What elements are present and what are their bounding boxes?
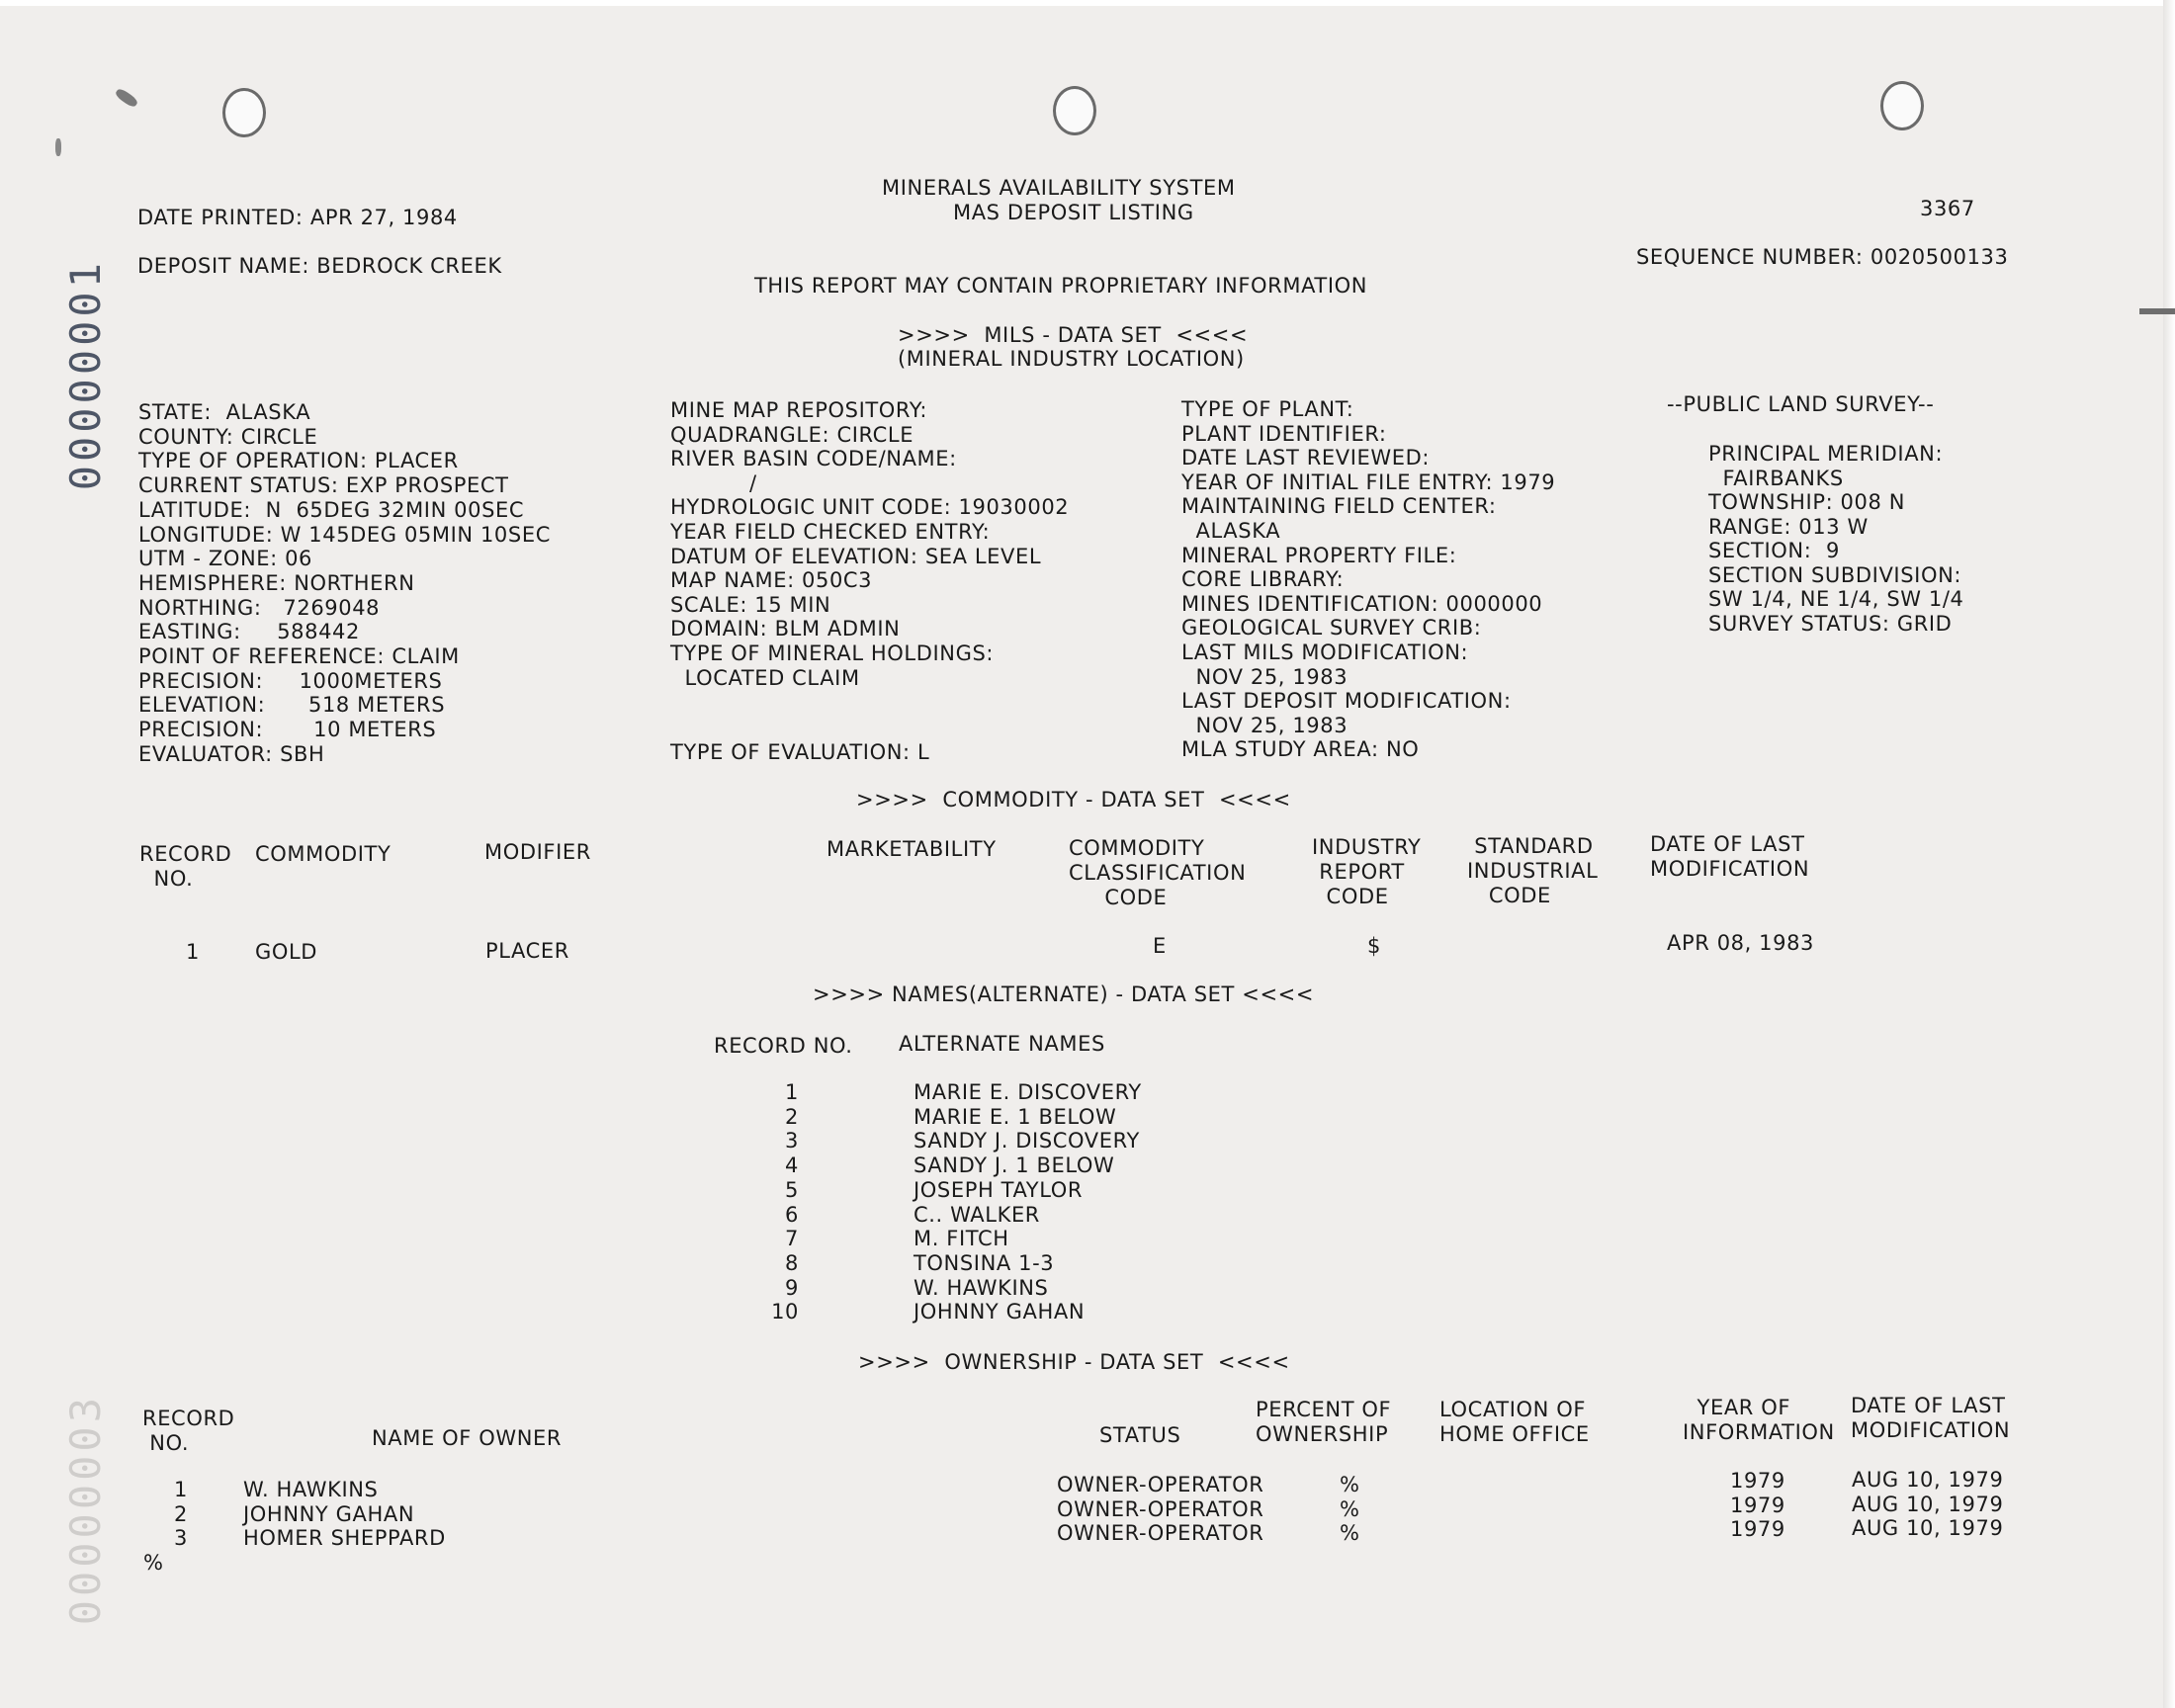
commodity-name: GOLD [255,940,318,964]
location-field: LATITUDE: N 65DEG 32MIN 00SEC [138,497,525,522]
land-survey-field: FAIRBANKS [1708,466,1844,490]
plant-field: PLANT IDENTIFIER: [1181,421,1387,446]
location-field: PRECISION: 1000METERS [138,668,443,693]
margin-stamp: 00000001 [61,259,110,491]
ownership-header-percent: PERCENT OF OWNERSHIP [1256,1398,1392,1446]
land-survey-field: PRINCIPAL MERIDIAN: [1708,442,1944,466]
map-field: DOMAIN: BLM ADMIN [670,617,901,641]
land-survey-field: SECTION SUBDIVISION: [1708,562,1962,587]
commodity-header-commodity: COMMODITY [255,842,392,866]
names-header-names: ALTERNATE NAMES [899,1032,1105,1056]
location-field: CURRENT STATUS: EXP PROSPECT [138,473,509,498]
location-field: ELEVATION: 518 METERS [138,693,446,718]
location-field: STATE: ALASKA [138,400,311,424]
punch-hole-left [222,88,266,137]
listing-title: MAS DEPOSIT LISTING [953,201,1194,224]
punch-hole-right [1880,81,1924,130]
alternate-name: M. FITCH [914,1227,1009,1251]
margin-stamp-faint: 00000003 [61,1394,110,1626]
alternate-name-record-no: 8 [785,1250,799,1275]
land-survey-field: RANGE: 013 W [1708,514,1869,539]
proprietary-notice: THIS REPORT MAY CONTAIN PROPRIETARY INFORMATION [754,274,1368,298]
owner-record-no: 2 [174,1501,188,1526]
plant-field: MLA STUDY AREA: NO [1181,737,1420,762]
commodity-classification-code: E [1153,934,1167,958]
scan-smudge [55,138,61,156]
owner-status: OWNER-OPERATOR [1057,1521,1264,1545]
alternate-name: MARIE E. 1 BELOW [914,1104,1117,1129]
plant-field: LAST DEPOSIT MODIFICATION: [1181,689,1512,714]
map-field: MAP NAME: 050C3 [670,568,873,593]
owner-percent: % [1340,1496,1360,1521]
commodity-header-industry: INDUSTRY REPORT CODE [1312,835,1422,908]
owner-record-no: 3 [174,1526,188,1550]
ownership-header-year: YEAR OF INFORMATION [1683,1396,1835,1444]
map-field: HYDROLOGIC UNIT CODE: 19030002 [670,495,1070,520]
plant-field: CORE LIBRARY: [1181,567,1345,592]
type-of-evaluation: TYPE OF EVALUATION: L [670,740,930,764]
location-field: NORTHING: 7269048 [138,595,381,620]
plant-field: DATE LAST REVIEWED: [1181,446,1431,470]
map-field: YEAR FIELD CHECKED ENTRY: [670,520,991,544]
ownership-header-name: NAME OF OWNER [372,1426,563,1450]
map-field: DATUM OF ELEVATION: SEA LEVEL [670,544,1042,568]
deposit-name: DEPOSIT NAME: BEDROCK CREEK [137,254,502,278]
alternate-name: W. HAWKINS [914,1275,1049,1300]
location-field: POINT OF REFERENCE: CLAIM [138,644,460,668]
alternate-name: SANDY J. 1 BELOW [914,1153,1115,1178]
location-field: COUNTY: CIRCLE [138,424,318,449]
owner-name: HOMER SHEPPARD [243,1526,446,1550]
plant-field: MINERAL PROPERTY FILE: [1181,543,1457,567]
commodity-record-no: 1 [186,940,200,964]
alternate-name-record-no: 5 [785,1177,799,1202]
page-number: 3367 [1920,197,1975,220]
commodity-header-record: RECORD NO. [139,842,232,891]
mils-title: >>>> MILS - DATA SET <<<< [898,323,1249,347]
owner-percent: % [1340,1473,1360,1496]
owner-date: AUG 10, 1979 [1852,1516,2004,1540]
commodity-industry-code: $ [1367,934,1381,958]
sequence-number: SEQUENCE NUMBER: 0020500133 [1636,245,2009,269]
commodity-header-marketability: MARKETABILITY [826,837,997,861]
owner-percent: % [1340,1521,1360,1545]
owner-year: 1979 [1730,1469,1785,1493]
alternate-name-record-no: 3 [785,1129,799,1153]
mils-subtitle: (MINERAL INDUSTRY LOCATION) [898,347,1245,371]
alternate-name-record-no: 10 [771,1300,799,1324]
alternate-name-record-no: 7 [785,1227,799,1251]
location-field: TYPE OF OPERATION: PLACER [138,449,459,473]
public-land-survey-title: --PUBLIC LAND SURVEY-- [1667,392,1935,416]
plant-field: GEOLOGICAL SURVEY CRIB: [1181,616,1482,640]
map-field: MINE MAP REPOSITORY: [670,398,928,422]
location-field: PRECISION: 10 METERS [138,718,437,742]
map-field: QUADRANGLE: CIRCLE [670,422,914,447]
commodity-header-classification: COMMODITY CLASSIFICATION CODE [1069,836,1247,909]
page-right-edge [2163,0,2175,1708]
map-field: TYPE OF MINERAL HOLDINGS: [670,641,995,665]
ownership-header-date: DATE OF LAST MODIFICATION [1851,1394,2011,1442]
system-title: MINERALS AVAILABILITY SYSTEM [882,176,1236,200]
alternate-name: JOHNNY GAHAN [914,1300,1086,1324]
alternate-name: MARIE E. DISCOVERY [914,1080,1142,1104]
alternate-name: C.. WALKER [914,1202,1041,1227]
alternate-name-record-no: 2 [785,1104,799,1129]
plant-field: NOV 25, 1983 [1181,713,1348,737]
page-top-edge [0,0,2175,6]
owner-record-no: 1 [174,1478,188,1501]
owner-name: JOHNNY GAHAN [243,1501,415,1526]
owner-date: AUG 10, 1979 [1852,1468,2004,1492]
names-header-record: RECORD NO. [714,1034,853,1058]
plant-field: LAST MILS MODIFICATION: [1181,640,1469,664]
alternate-name-record-no: 1 [785,1080,799,1104]
punch-hole-center [1053,86,1096,135]
commodity-header-date: DATE OF LAST MODIFICATION [1650,832,1810,881]
commodity-date: APR 08, 1983 [1667,931,1815,955]
alternate-name: JOSEPH TAYLOR [914,1177,1084,1202]
land-survey-field: SW 1/4, NE 1/4, SW 1/4 [1708,587,1964,611]
date-printed: DATE PRINTED: APR 27, 1984 [137,206,458,229]
location-field: EASTING: 588442 [138,620,360,644]
map-field: SCALE: 15 MIN [670,592,831,617]
commodity-header-modifier: MODIFIER [484,840,591,864]
scan-artifact-bar [2139,308,2175,314]
alternate-name: SANDY J. DISCOVERY [914,1129,1140,1153]
ownership-header-status: STATUS [1099,1423,1181,1447]
location-field: HEMISPHERE: NORTHERN [138,570,415,595]
owner-name: W. HAWKINS [243,1478,379,1501]
location-field: EVALUATOR: SBH [138,741,325,766]
owner-date: AUG 10, 1979 [1852,1492,2004,1516]
alternate-name: TONSINA 1-3 [914,1250,1055,1275]
scan-smudge [114,87,138,109]
ownership-header-location: LOCATION OF HOME OFFICE [1439,1398,1590,1446]
plant-field: ALASKA [1181,519,1281,543]
plant-field: MINES IDENTIFICATION: 0000000 [1181,591,1543,616]
alternate-name-record-no: 4 [785,1153,799,1178]
land-survey-field: TOWNSHIP: 008 N [1708,490,1906,514]
alternate-name-record-no: 9 [785,1275,799,1300]
commodity-title: >>>> COMMODITY - DATA SET <<<< [856,788,1291,811]
commodity-modifier: PLACER [485,939,569,963]
owner-status: OWNER-OPERATOR [1057,1473,1264,1496]
map-field: / [670,470,757,495]
names-title: >>>> NAMES(ALTERNATE) - DATA SET <<<< [813,982,1315,1006]
ownership-header-record: RECORD NO. [142,1407,235,1455]
land-survey-field: SECTION: 9 [1708,539,1840,562]
map-field: LOCATED CLAIM [670,665,860,690]
location-field: UTM - ZONE: 06 [138,547,313,571]
ownership-title: >>>> OWNERSHIP - DATA SET <<<< [858,1350,1290,1374]
location-field: LONGITUDE: W 145DEG 05MIN 10SEC [138,522,551,547]
owner-year: 1979 [1730,1493,1785,1517]
commodity-header-sic: STANDARD INDUSTRIAL CODE [1467,834,1599,907]
plant-field: MAINTAINING FIELD CENTER: [1181,494,1497,519]
ownership-footer: % [143,1551,164,1575]
owner-status: OWNER-OPERATOR [1057,1496,1264,1521]
plant-field: NOV 25, 1983 [1181,664,1348,689]
owner-year: 1979 [1730,1517,1785,1541]
map-field: RIVER BASIN CODE/NAME: [670,447,957,471]
alternate-name-record-no: 6 [785,1202,799,1227]
plant-field: YEAR OF INITIAL FILE ENTRY: 1979 [1181,470,1556,494]
land-survey-field: SURVEY STATUS: GRID [1708,611,1953,636]
plant-field: TYPE OF PLANT: [1181,397,1354,421]
